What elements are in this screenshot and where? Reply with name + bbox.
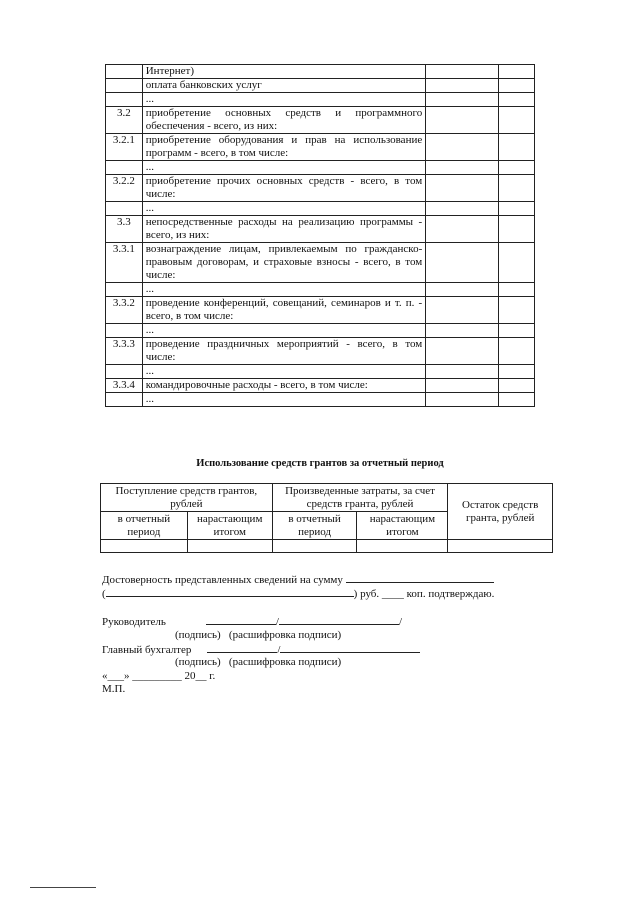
- budget-row-description: ...: [142, 393, 426, 407]
- expenses-period-header: в отчетный период: [272, 512, 357, 540]
- head-label: Руководитель: [102, 616, 166, 628]
- budget-row-extra-cell: [498, 79, 534, 93]
- budget-row-number: 3.3.3: [106, 338, 143, 365]
- accountant-decryption-caption: (расшифровка подписи): [228, 656, 342, 668]
- balance-cell: [448, 540, 553, 553]
- budget-row-value-cell: [426, 161, 499, 175]
- budget-row-number: [106, 161, 143, 175]
- budget-row-value-cell: [426, 338, 499, 365]
- budget-row-value-cell: [426, 283, 499, 297]
- head-decryption-caption: (расшифровка подписи): [228, 629, 342, 641]
- budget-row-extra-cell: [498, 202, 534, 216]
- certification-text: Достоверность представленных сведений на сумму: [102, 574, 343, 586]
- received-period-header: в отчетный период: [101, 512, 188, 540]
- accountant-signature-line: Главный бухгалтер /: [102, 642, 420, 656]
- budget-row-description: ...: [142, 161, 426, 175]
- budget-row-number: [106, 79, 143, 93]
- budget-row: [106, 297, 535, 324]
- budget-row-number: [106, 283, 143, 297]
- head-signature-line: Руководитель / /: [102, 616, 403, 628]
- budget-row-number: 3.3: [106, 216, 143, 243]
- budget-row-number: [106, 93, 143, 107]
- budget-row-extra-cell: [498, 297, 534, 324]
- budget-row-description: ...: [142, 202, 426, 216]
- stamp-mark: М.П.: [102, 683, 126, 695]
- budget-row: [106, 107, 535, 134]
- budget-row-description: ...: [142, 283, 426, 297]
- expenses-cumulative-cell: [357, 540, 448, 553]
- budget-row-description: проведение конференций, совещаний, семинаров и т. п. - всего, в том числе:: [142, 297, 426, 324]
- budget-row: [106, 324, 535, 338]
- budget-row-number: [106, 65, 143, 79]
- head-signature-blank: [206, 614, 276, 625]
- budget-row: [106, 202, 535, 216]
- received-header: Поступление средств грантов, рублей: [101, 484, 273, 512]
- budget-row-description: ...: [142, 365, 426, 379]
- budget-row-extra-cell: [498, 338, 534, 365]
- budget-row-description: приобретение прочих основных средств - всего, в том числе:: [142, 175, 426, 202]
- budget-row-value-cell: [426, 93, 499, 107]
- budget-row-extra-cell: [498, 324, 534, 338]
- budget-row-number: 3.3.2: [106, 297, 143, 324]
- budget-row-extra-cell: [498, 175, 534, 202]
- budget-row-description: ...: [142, 324, 426, 338]
- accountant-name-blank: [280, 642, 420, 653]
- budget-row-value-cell: [426, 65, 499, 79]
- amount-words-blank: [106, 586, 354, 597]
- head-signature-caption: (подпись): [175, 629, 221, 641]
- budget-row-number: [106, 393, 143, 407]
- budget-row-description: приобретение оборудования и прав на использование программ - всего, в том числе:: [142, 134, 426, 161]
- budget-row: [106, 65, 535, 79]
- budget-row-description: приобретение основных средств и программного обеспечения - всего, из них:: [142, 107, 426, 134]
- budget-row: [106, 175, 535, 202]
- accountant-signature-captions: [175, 656, 341, 668]
- budget-row-extra-cell: [498, 379, 534, 393]
- certification-line-2: [102, 586, 494, 600]
- budget-row-description: ...: [142, 93, 426, 107]
- budget-row: [106, 134, 535, 161]
- budget-row-extra-cell: [498, 93, 534, 107]
- certification-line-1: [102, 572, 494, 586]
- budget-row-value-cell: [426, 297, 499, 324]
- head-name-blank: [279, 614, 399, 625]
- head-signature-captions: [175, 629, 341, 641]
- budget-row: [106, 365, 535, 379]
- accountant-signature-caption: (подпись): [175, 656, 221, 668]
- budget-row-description: вознаграждение лицам, привлекаемым по гражданско-правовым договорам, и страховые взносы - всего, в том числе:: [142, 243, 426, 283]
- budget-row: [106, 161, 535, 175]
- expenses-cumulative-header: нарастающим итогом: [357, 512, 448, 540]
- budget-row-description: командировочные расходы - всего, в том числе:: [142, 379, 426, 393]
- footnote-rule: [30, 887, 96, 888]
- budget-row-description: проведение праздничных мероприятий - всего, в том числе:: [142, 338, 426, 365]
- date-line: «___» _________ 20__ г.: [102, 670, 216, 682]
- budget-row-value-cell: [426, 393, 499, 407]
- certification-open-paren: (: [102, 588, 106, 600]
- budget-row-extra-cell: [498, 393, 534, 407]
- budget-row-value-cell: [426, 216, 499, 243]
- budget-row: [106, 216, 535, 243]
- budget-row-value-cell: [426, 365, 499, 379]
- budget-row-number: [106, 202, 143, 216]
- budget-row-number: 3.3.1: [106, 243, 143, 283]
- budget-row-number: 3.2.2: [106, 175, 143, 202]
- budget-row-number: 3.2: [106, 107, 143, 134]
- received-period-cell: [101, 540, 188, 553]
- budget-row-number: 3.2.1: [106, 134, 143, 161]
- budget-row-value-cell: [426, 243, 499, 283]
- budget-row: [106, 79, 535, 93]
- certification-tail: ) руб. ____ коп. подтверждаю.: [353, 588, 495, 600]
- budget-row-value-cell: [426, 134, 499, 161]
- budget-row-extra-cell: [498, 243, 534, 283]
- accountant-signature-blank: [207, 642, 277, 653]
- budget-row-extra-cell: [498, 283, 534, 297]
- budget-row-value-cell: [426, 175, 499, 202]
- budget-row-extra-cell: [498, 134, 534, 161]
- budget-row: [106, 393, 535, 407]
- budget-row: [106, 379, 535, 393]
- budget-row: [106, 243, 535, 283]
- accountant-label: Главный бухгалтер: [102, 644, 192, 656]
- budget-row-number: [106, 324, 143, 338]
- grants-usage-heading: Использование средств грантов за отчетный период: [196, 458, 444, 469]
- budget-row: [106, 283, 535, 297]
- budget-row-value-cell: [426, 107, 499, 134]
- received-cumulative-cell: [187, 540, 272, 553]
- budget-table: [105, 64, 535, 407]
- budget-row-value-cell: [426, 324, 499, 338]
- expenses-header: Произведенные затраты, за счет средств гранта, рублей: [272, 484, 448, 512]
- budget-row-description: непосредственные расходы на реализацию программы - всего, из них:: [142, 216, 426, 243]
- budget-row: [106, 93, 535, 107]
- budget-row: [106, 338, 535, 365]
- budget-row-extra-cell: [498, 107, 534, 134]
- budget-row-description: Интернет): [142, 65, 426, 79]
- budget-row-number: 3.3.4: [106, 379, 143, 393]
- budget-row-extra-cell: [498, 161, 534, 175]
- budget-row-description: оплата банковских услуг: [142, 79, 426, 93]
- budget-row-number: [106, 365, 143, 379]
- grants-usage-table: [100, 483, 553, 553]
- budget-row-extra-cell: [498, 65, 534, 79]
- budget-row-extra-cell: [498, 216, 534, 243]
- budget-row-value-cell: [426, 202, 499, 216]
- received-cumulative-header: нарастающим итогом: [187, 512, 272, 540]
- budget-row-extra-cell: [498, 365, 534, 379]
- balance-header: Остаток средств гранта, рублей: [448, 484, 553, 540]
- amount-blank: [346, 572, 494, 583]
- budget-row-value-cell: [426, 379, 499, 393]
- expenses-period-cell: [272, 540, 357, 553]
- budget-row-value-cell: [426, 79, 499, 93]
